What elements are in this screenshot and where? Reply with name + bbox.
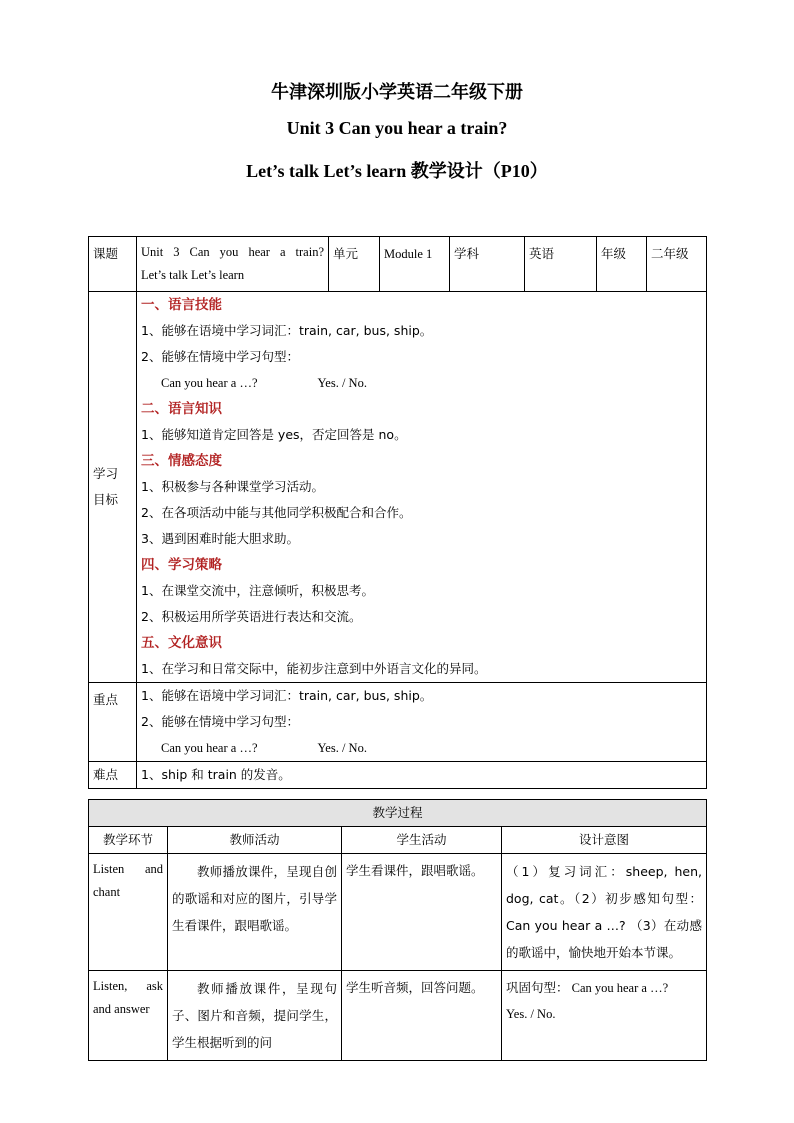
col-header-intent: 设计意图 <box>502 827 707 854</box>
intent-cell <box>502 971 707 1061</box>
intent-cell <box>502 854 707 971</box>
goal-line: 1、能够在语境中学习词汇：train, car, bus, ship。 <box>141 323 433 338</box>
key-line: 1、能够在语境中学习词汇：train, car, bus, ship。 <box>141 688 433 703</box>
doc-title-unit: Unit 3 Can you hear a train? <box>286 118 508 138</box>
stage-cell: Listen, ask and answer <box>89 971 168 1061</box>
student-cell: 学生听音频，回答问题。 <box>342 971 502 1061</box>
intent-part-2: Yes. / No. <box>506 1007 556 1021</box>
pattern-question: Can you hear a …? <box>161 376 258 390</box>
goals-label-2: 目标 <box>93 492 119 507</box>
goal-line: 1、能够知道肯定回答是 yes，否定回答是 no。 <box>141 427 407 442</box>
teacher-cell: 教师播放课件，呈现句子、图片和音频，提问学生，学生根据听到的问 <box>168 971 342 1061</box>
unit-label: 单元 <box>329 237 380 292</box>
key-pattern-question: Can you hear a …? <box>161 741 258 755</box>
topic-label: 课题 <box>89 237 137 292</box>
goals-label <box>89 292 137 683</box>
grade-label: 年级 <box>597 237 647 292</box>
col-header-stage: 教学环节 <box>89 827 168 854</box>
goal-line: 1、在课堂交流中，注意倾听，积极思考。 <box>141 583 374 598</box>
intent-part-1: 巩固句型： Can you hear a …? <box>506 981 669 995</box>
goals-label-1: 学习 <box>93 466 119 481</box>
topic-value-line1: Unit 3 Can you hear a train? <box>141 245 324 259</box>
key-points-row <box>89 683 707 762</box>
difficulties-content: 1、ship 和 train 的发音。 <box>137 762 707 789</box>
intent-part-1: （1）复习词汇：sheep, hen, dog, cat。（2）初步感知句型： <box>506 864 703 906</box>
doc-title-main: 牛津深圳版小学英语二年级下册 <box>271 82 523 103</box>
key-pattern <box>141 735 702 761</box>
goal-line: 2、积极运用所学英语进行表达和交流。 <box>141 609 362 624</box>
goal-line: 1、在学习和日常交际中，能初步注意到中外语言文化的异同。 <box>141 661 487 676</box>
info-row <box>89 237 707 292</box>
section-attitude: 三、情感态度 <box>141 453 222 469</box>
process-table <box>88 799 707 1061</box>
goal-line: 1、积极参与各种课堂学习活动。 <box>141 479 324 494</box>
goals-content <box>137 292 707 683</box>
section-language-skills: 一、语言技能 <box>141 297 222 313</box>
subject-value: 英语 <box>525 237 597 292</box>
lesson-info-table <box>88 236 707 789</box>
grade-value: 二年级 <box>647 237 707 292</box>
student-cell: 学生看课件，跟唱歌谣。 <box>342 854 502 971</box>
stage-cell: Listen and chant <box>89 854 168 971</box>
intent-part-2: Can you hear a …? （3）在动感的歌谣中，愉快地开始本节课。 <box>506 918 703 960</box>
sentence-pattern <box>141 370 702 396</box>
process-title: 教学过程 <box>89 800 707 827</box>
goal-line: 2、在各项活动中能与其他同学积极配合和合作。 <box>141 505 412 520</box>
key-pattern-answer: Yes. / No. <box>317 741 367 755</box>
goals-row <box>89 292 707 683</box>
difficulties-label: 难点 <box>89 762 137 789</box>
unit-value: Module 1 <box>380 237 450 292</box>
difficulties-row <box>89 762 707 789</box>
subject-label: 学科 <box>450 237 525 292</box>
doc-title-lesson: Let’s talk Let’s learn 教学设计（P10） <box>246 161 548 181</box>
teacher-cell: 教师播放课件，呈现自创的歌谣和对应的图片，引导学生看课件，跟唱歌谣。 <box>168 854 342 971</box>
key-points-label: 重点 <box>89 683 137 762</box>
process-header-row <box>89 827 707 854</box>
table-row <box>89 971 707 1061</box>
topic-value-line2: Let’s talk Let’s learn <box>141 268 245 282</box>
table-row <box>89 854 707 971</box>
key-line: 2、能够在情境中学习句型： <box>141 714 299 729</box>
pattern-answer: Yes. / No. <box>317 376 367 390</box>
goal-line: 3、遇到困难时能大胆求助。 <box>141 531 299 546</box>
col-header-student: 学生活动 <box>342 827 502 854</box>
col-header-teacher: 教师活动 <box>168 827 342 854</box>
section-strategy: 四、学习策略 <box>141 557 222 573</box>
section-language-knowledge: 二、语言知识 <box>141 401 222 417</box>
goal-line: 2、能够在情境中学习句型： <box>141 349 299 364</box>
topic-value <box>137 237 329 292</box>
key-points-content <box>137 683 707 762</box>
section-culture: 五、文化意识 <box>141 635 222 651</box>
